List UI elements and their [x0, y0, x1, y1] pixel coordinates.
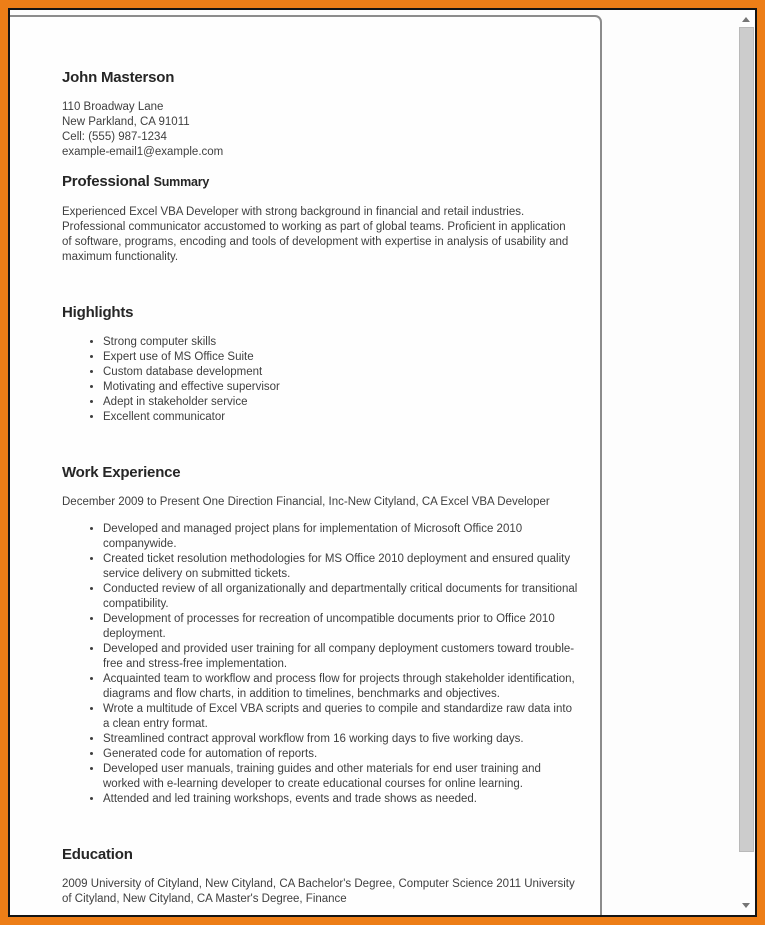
contact-line: example-email1@example.com — [62, 146, 224, 158]
highlights-list — [62, 335, 578, 425]
section-title-work-experience: Work Experience — [62, 464, 181, 481]
work-experience-item: • Created ticket resolution methodologies for MS Office 2010 deployment and ensured quality service delivery on submitted tickets. — [103, 552, 578, 582]
scrollbar-track[interactable] — [739, 10, 754, 915]
scroll-down-icon[interactable] — [742, 903, 750, 908]
highlight-item: • Expert use of MS Office Suite — [103, 350, 578, 365]
section-title-professional-summary-secondary: Summary — [153, 175, 210, 189]
work-experience-item: • Conducted review of all organizationally and departmentally critical documents for transitional compatibility. — [103, 582, 578, 612]
highlight-item: • Motivating and effective supervisor — [103, 380, 578, 395]
work-experience-item: • Attended and led training workshops, events and trade shows as needed. — [103, 792, 578, 807]
work-experience-item: • Development of processes for recreation of uncompatible documents prior to Office 2010 deployment. — [103, 612, 578, 642]
work-experience-item: • Developed and managed project plans for implementation of Microsoft Office 2010 companywide. — [103, 522, 578, 552]
highlight-item: • Excellent communicator — [103, 410, 578, 425]
document-viewport — [8, 8, 757, 917]
highlight-item: • Custom database development — [103, 365, 578, 380]
work-experience-item: • Streamlined contract approval workflow from 16 working days to five working days. — [103, 732, 578, 747]
contact-block — [62, 100, 578, 160]
scroll-up-icon[interactable] — [742, 17, 750, 22]
resume-name: John Masterson — [62, 69, 175, 86]
contact-line: 110 Broadway Lane — [62, 101, 164, 113]
section-title-highlights: Highlights — [62, 304, 134, 321]
contact-line: New Parkland, CA 91011 — [62, 116, 190, 128]
scrollbar-thumb[interactable] — [739, 27, 754, 852]
work-experience-item: • Developed user manuals, training guides and other materials for end user training and worked with e-learning developer to create educational courses for online learning. — [103, 762, 578, 792]
contact-line: Cell: (555) 987-1234 — [62, 131, 167, 143]
section-title-professional-summary — [62, 174, 578, 190]
section-title-education: Education — [62, 846, 133, 863]
work-experience-item: • Wrote a multitude of Excel VBA scripts and queries to compile and standardize raw data into a clean entry format. — [103, 702, 578, 732]
professional-summary-text: Experienced Excel VBA Developer with strong background in financial and retail industries. Professional communicator accustomed to working as part of global teams. Proficient in application of software, programs, encoding and tools of development with expertise in analysis of usability and maximum functionality. — [62, 206, 569, 263]
work-experience-item: • Acquainted team to workflow and process flow for projects through stakeholder identification, diagrams and flow charts, in addition to timelines, benchmarks and objectives. — [103, 672, 578, 702]
work-experience-list — [62, 522, 578, 807]
work-experience-item: • Developed and provided user training for all company deployment customers toward trouble-free and stress-free implementation. — [103, 642, 578, 672]
work-experience-role-line: December 2009 to Present One Direction Financial, Inc-New Cityland, CA Excel VBA Developer — [62, 496, 550, 508]
work-experience-item: • Generated code for automation of reports. — [103, 747, 578, 762]
resume-page — [10, 15, 602, 917]
section-title-professional-summary-primary: Professional — [62, 173, 150, 190]
highlight-item: • Strong computer skills — [103, 335, 578, 350]
education-text: 2009 University of Cityland, New Cityland, CA Bachelor's Degree, Computer Science 2011 University of Cityland, New Cityland, CA Master's Degree, Finance — [62, 878, 575, 905]
highlight-item: • Adept in stakeholder service — [103, 395, 578, 410]
